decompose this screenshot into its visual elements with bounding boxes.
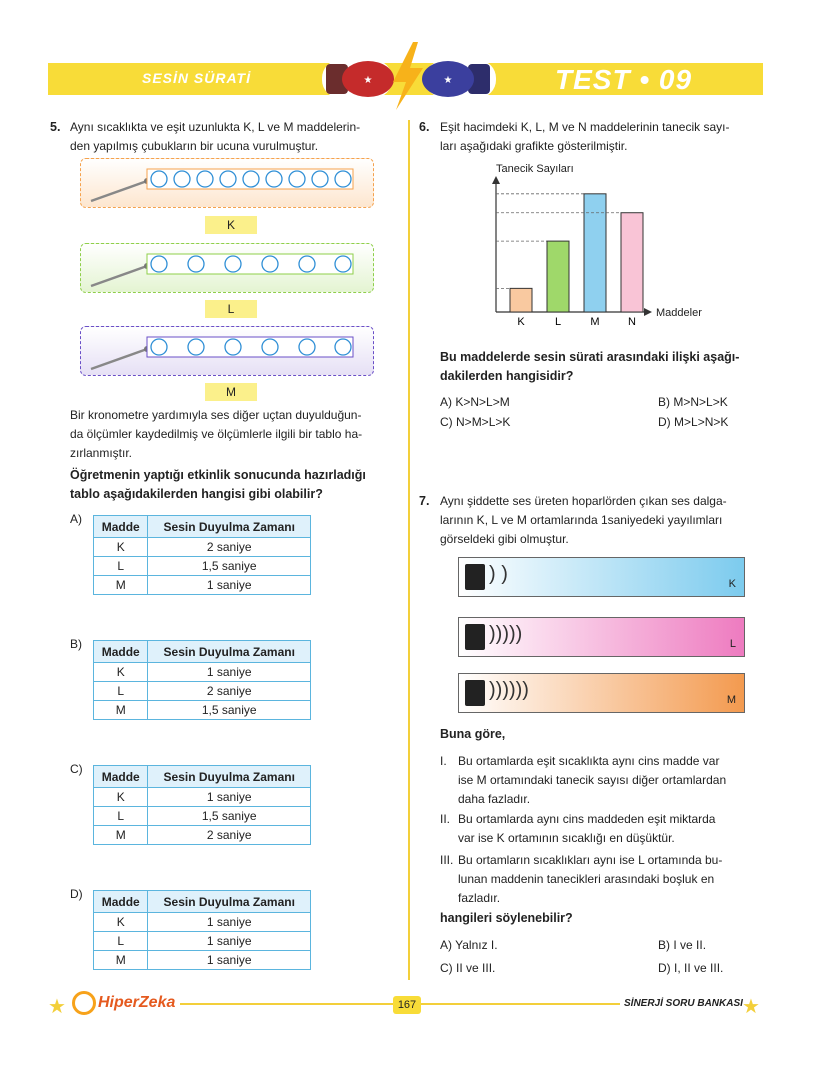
statement-line: Bu ortamlarda aynı cins maddeden eşit miktarda	[458, 812, 716, 826]
medium-label: K	[728, 578, 736, 590]
test-title: TEST • 09	[555, 64, 693, 95]
speaker-icon	[465, 680, 485, 706]
cell: 1 saniye	[148, 576, 311, 595]
q7-question: hangileri söylenebilir?	[440, 911, 573, 925]
bar-n	[621, 213, 643, 312]
q7-statement-1	[440, 752, 770, 809]
q5-info	[70, 406, 400, 463]
bar-l	[547, 241, 569, 312]
medium-m-panel	[458, 673, 745, 713]
rod-k-label: K	[205, 216, 257, 234]
q7-stem	[440, 492, 770, 549]
q6-option-d[interactable]	[658, 413, 728, 432]
q6-question	[440, 348, 770, 386]
cell: K	[94, 538, 148, 557]
bar-m	[584, 194, 606, 312]
x-axis-label: Maddeler	[656, 307, 702, 319]
statement-num: I.	[440, 754, 447, 768]
medium-l-panel	[458, 617, 745, 657]
q5-stem-line: Aynı sıcaklıkta ve eşit uzunlukta K, L ve M maddelerin-	[70, 120, 361, 134]
y-axis-arrow-icon	[492, 176, 500, 184]
option-letter: D)	[658, 415, 671, 429]
rod-m-label: M	[205, 383, 257, 401]
q5-option-d-letter[interactable]: D)	[70, 887, 83, 901]
q5-info-line: zırlanmıştır.	[70, 446, 133, 460]
table-row	[94, 701, 311, 720]
y-axis-label: Tanecik Sayıları	[496, 163, 574, 175]
table-row	[94, 682, 311, 701]
rod-l-label: L	[205, 300, 257, 318]
table-row	[94, 788, 311, 807]
cell: 1 saniye	[148, 788, 311, 807]
q6-option-c[interactable]	[440, 413, 510, 432]
series-name: SİNERJİ SORU BANKASI	[620, 998, 747, 1009]
table-row	[94, 557, 311, 576]
option-text: I ve II.	[673, 938, 707, 952]
table-row	[94, 576, 311, 595]
col-header: Madde	[94, 766, 148, 788]
q7-stem-line: Aynı şiddette ses üreten hoparlörden çıkan ses dalga-	[440, 494, 727, 508]
q6-stem-line: ları aşağıdaki grafikte gösterilmiştir.	[440, 139, 628, 153]
speaker-icon	[465, 624, 485, 650]
svg-text:★: ★	[443, 75, 453, 86]
cell: L	[94, 932, 148, 951]
col-header: Sesin Duyulma Zamanı	[148, 766, 311, 788]
x-axis-arrow-icon	[644, 308, 652, 316]
q5-question-line: tablo aşağıdakilerden hangisi gibi olabilir?	[70, 487, 323, 501]
q7-option-c[interactable]	[440, 959, 495, 978]
cell: M	[94, 951, 148, 970]
cell: 1 saniye	[148, 913, 311, 932]
q6-option-b[interactable]	[658, 393, 728, 412]
q6-number: 6.	[419, 120, 430, 134]
q7-option-b[interactable]	[658, 936, 706, 955]
option-text: K>N>L>M	[455, 395, 510, 409]
q5-option-a-table[interactable]	[93, 515, 311, 595]
q6-stem	[440, 118, 770, 156]
q5-info-line: da ölçümler kaydedilmiş ve ölçümlerle ilgili bir tablo ha-	[70, 427, 363, 441]
q5-info-line: Bir kronometre yardımıyla ses diğer uçtan duyulduğun-	[70, 408, 362, 422]
cell: 1 saniye	[148, 951, 311, 970]
option-text: M>N>L>K	[673, 395, 728, 409]
medium-k-panel	[458, 557, 745, 597]
statement-line: Bu ortamların sıcaklıkları aynı ise L ortamında bu-	[458, 853, 723, 867]
q7-statement-2	[440, 810, 770, 848]
q5-option-c-table[interactable]	[93, 765, 311, 845]
x-tick-label: L	[554, 316, 562, 328]
cell: 1,5 saniye	[148, 701, 311, 720]
cell: 2 saniye	[148, 538, 311, 557]
star-icon: ★	[742, 996, 760, 1018]
col-header: Sesin Duyulma Zamanı	[148, 891, 311, 913]
option-text: I, II ve III.	[674, 961, 724, 975]
statement-num: III.	[440, 853, 454, 867]
x-tick-label: M	[590, 316, 600, 328]
bar-chart	[470, 160, 730, 330]
table-row	[94, 807, 311, 826]
option-letter: C)	[440, 961, 453, 975]
q5-option-a-letter[interactable]: A)	[70, 512, 82, 526]
svg-text:★: ★	[363, 75, 373, 86]
cell: K	[94, 663, 148, 682]
rod-k-box	[80, 158, 374, 208]
col-header: Sesin Duyulma Zamanı	[148, 641, 311, 663]
x-tick-label: N	[628, 316, 636, 328]
option-text: Yalnız I.	[455, 938, 498, 952]
table-row	[94, 951, 311, 970]
col-header: Sesin Duyulma Zamanı	[148, 516, 311, 538]
cell: M	[94, 701, 148, 720]
q5-question-line: Öğretmenin yaptığı etkinlik sonucunda hazırladığı	[70, 468, 366, 482]
cell: M	[94, 826, 148, 845]
col-header: Madde	[94, 641, 148, 663]
brand-name: HiperZeka	[98, 994, 179, 1012]
section-title: SESİN SÜRATİ	[142, 70, 251, 86]
wave-symbols: ) )	[489, 563, 508, 585]
option-letter: A)	[440, 395, 452, 409]
boxing-gloves-icon	[318, 40, 498, 112]
cell: 1,5 saniye	[148, 807, 311, 826]
cell: L	[94, 557, 148, 576]
bar-k	[510, 288, 532, 312]
q7-option-a[interactable]	[440, 936, 498, 955]
q5-question	[70, 466, 400, 504]
cell: L	[94, 682, 148, 701]
option-letter: B)	[658, 938, 670, 952]
cell: 2 saniye	[148, 826, 311, 845]
q5-option-d-table[interactable]	[93, 890, 311, 970]
cell: K	[94, 913, 148, 932]
cell: 2 saniye	[148, 682, 311, 701]
wave-symbols: ))))))	[489, 679, 529, 701]
statement-line: Bu ortamlarda eşit sıcaklıkta aynı cins madde var	[458, 754, 720, 768]
cell: 1,5 saniye	[148, 557, 311, 576]
statement-num: II.	[440, 812, 451, 826]
option-letter: B)	[658, 395, 670, 409]
cell: K	[94, 788, 148, 807]
q7-option-d[interactable]	[658, 959, 723, 978]
statement-line: ise M ortamındaki tanecik sayısı diğer ortamlardan	[458, 773, 727, 787]
option-letter: D)	[658, 961, 671, 975]
q7-statement-3	[440, 851, 770, 908]
cell: M	[94, 576, 148, 595]
q6-question-line: Bu maddelerde sesin sürati arasındaki ilişki aşağı-	[440, 350, 740, 364]
star-icon: ★	[48, 996, 66, 1018]
rod-l-box	[80, 243, 374, 293]
table-row	[94, 538, 311, 557]
speaker-icon	[465, 564, 485, 590]
option-text: II ve III.	[456, 961, 496, 975]
col-header: Madde	[94, 516, 148, 538]
table-row	[94, 663, 311, 682]
q5-number: 5.	[50, 120, 61, 134]
cell: 1 saniye	[148, 932, 311, 951]
medium-label: M	[726, 694, 736, 706]
page-number: 167	[393, 996, 421, 1014]
q7-lead: Buna göre,	[440, 727, 506, 741]
cell: 1 saniye	[148, 663, 311, 682]
q7-stem-line: larının K, L ve M ortamlarında 1saniyedeki yayılımları	[440, 513, 723, 527]
col-header: Madde	[94, 891, 148, 913]
option-text: N>M>L>K	[456, 415, 511, 429]
q5-option-b-table[interactable]	[93, 640, 311, 720]
table-row	[94, 932, 311, 951]
x-tick-label: K	[517, 316, 525, 328]
rod-m-box	[80, 326, 374, 376]
option-letter: C)	[440, 415, 453, 429]
statement-line: var ise K ortamının sıcaklığı en düşüktür.	[458, 831, 675, 845]
q5-option-b-letter[interactable]: B)	[70, 637, 82, 651]
q6-stem-line: Eşit hacimdeki K, L, M ve N maddelerinin tanecik sayı-	[440, 120, 730, 134]
statement-line: daha fazladır.	[458, 792, 531, 806]
wave-symbols: )))))	[489, 623, 523, 645]
column-divider	[408, 120, 410, 980]
statement-line: fazladır.	[458, 891, 501, 905]
q5-stem	[70, 118, 390, 156]
q7-stem-line: görseldeki gibi olmuştur.	[440, 532, 569, 546]
q5-option-c-letter[interactable]: C)	[70, 762, 83, 776]
statement-line: lunan maddenin tanecikleri arasındaki boşluk en	[458, 872, 715, 886]
q6-question-line: dakilerden hangisidir?	[440, 369, 574, 383]
table-row	[94, 913, 311, 932]
q7-number: 7.	[419, 494, 430, 508]
option-letter: A)	[440, 938, 452, 952]
option-text: M>L>N>K	[674, 415, 729, 429]
q6-option-a[interactable]	[440, 393, 510, 412]
q5-stem-line: den yapılmış çubukların bir ucuna vurulmuştur.	[70, 139, 319, 153]
table-row	[94, 826, 311, 845]
brand-logo-icon	[72, 991, 96, 1015]
cell: L	[94, 807, 148, 826]
medium-label: L	[729, 638, 736, 650]
